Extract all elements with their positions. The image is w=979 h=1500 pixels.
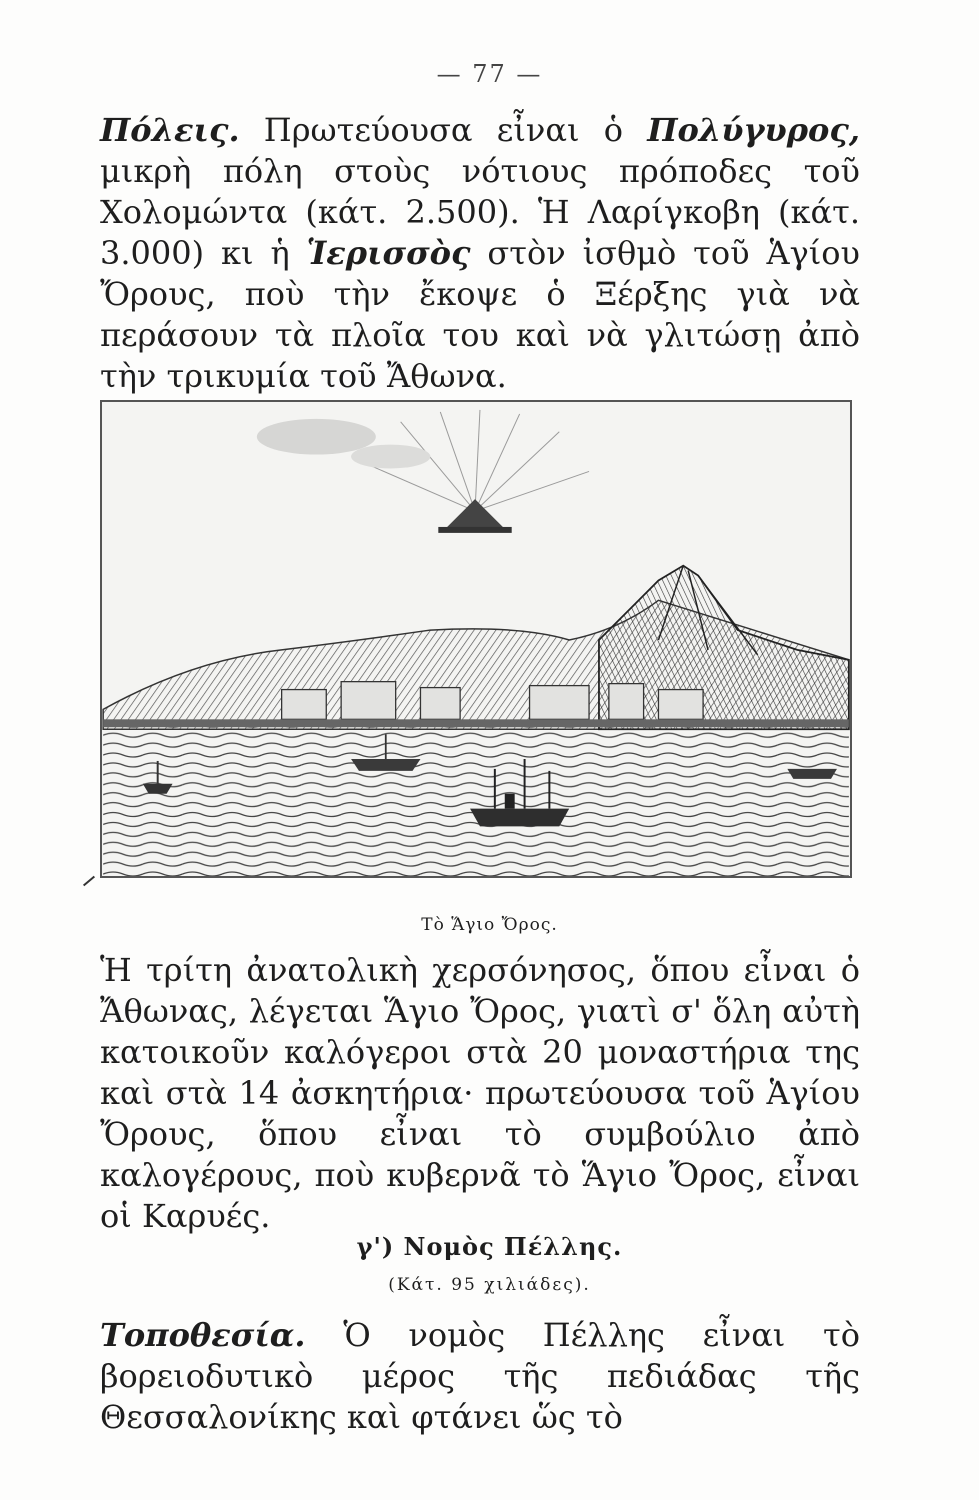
paragraph-lead-cities: Πόλεις. bbox=[100, 111, 240, 149]
text-run: μικρὴ πόλη στοὺς νότιους πρόποδες τοῦ Χολομώντα (κάτ. 2.500). Ἡ Λαρίγκοβη (κάτ. 3.000) κι ἡ bbox=[100, 152, 860, 272]
emphasis-polygyros: Πολύγυρος, bbox=[647, 111, 860, 149]
section-population: (Κάτ. 95 χιλιάδες). bbox=[388, 1275, 591, 1295]
shoreline bbox=[103, 719, 849, 727]
boat-right bbox=[787, 769, 837, 779]
paragraph-cities bbox=[100, 110, 860, 397]
page-number: — 77 — bbox=[436, 60, 543, 88]
emphasis-ierissos: Ἱερισσὸς bbox=[306, 234, 471, 272]
paragraph-topography bbox=[100, 1315, 860, 1438]
section-heading-pella: γ') Νομὸς Πέλλης. bbox=[356, 1232, 623, 1261]
text-run: Πρωτεύουσα εἶναι ὁ bbox=[239, 111, 648, 149]
cloud bbox=[351, 445, 430, 469]
paragraph-mount-athos: Ἡ τρίτη ἀνατολικὴ χερσόνησος, ὅπου εἶναι ὁ Ἄθωνας, λέγεται Ἅγιο Ὄρος, γιατὶ σ' ὅλη αὐτὴ κατοικοῦν καλόγεροι στὰ 20 μοναστήρια της καὶ στὰ 14 ἀσκητήρια· πρωτεύουσα τοῦ Ἁγίου Ὄρους, ὅπου εἶναι τὸ συμβούλιο ἀπὸ καλογέρους, ποὺ κυβερνᾶ τὸ Ἅγιο Ὄρος, εἶναι οἱ Καρυές. bbox=[100, 951, 860, 1235]
cloud bbox=[257, 419, 376, 455]
paragraph-lead-topography: Τοποθεσία. bbox=[100, 1316, 306, 1354]
figure-caption: Τὸ Ἅγιο Ὄρος. bbox=[421, 915, 558, 935]
engraving-illustration bbox=[102, 402, 850, 876]
engraving-mount-athos bbox=[100, 400, 852, 878]
text-run: στὸν ἰσθμὸ τοῦ Ἁγίου Ὄρους, ποὺ τὴν ἔκοψε ὁ Ξέρξης γιὰ νὰ περάσουν τὰ πλοῖα του καὶ νὰ γλιτώσῃ ἀπὸ τὴν τρικυμία τοῦ Ἄθωνα. bbox=[100, 234, 861, 395]
sea bbox=[103, 727, 849, 876]
text-run: Ὁ νομὸς Πέλλης εἶναι τὸ βορειοδυτικὸ μέρος τῆς πεδιάδας τῆς Θεσσαλονίκης καὶ φτάνει ὥς τὸ bbox=[100, 1316, 860, 1436]
print-mark bbox=[83, 876, 95, 887]
